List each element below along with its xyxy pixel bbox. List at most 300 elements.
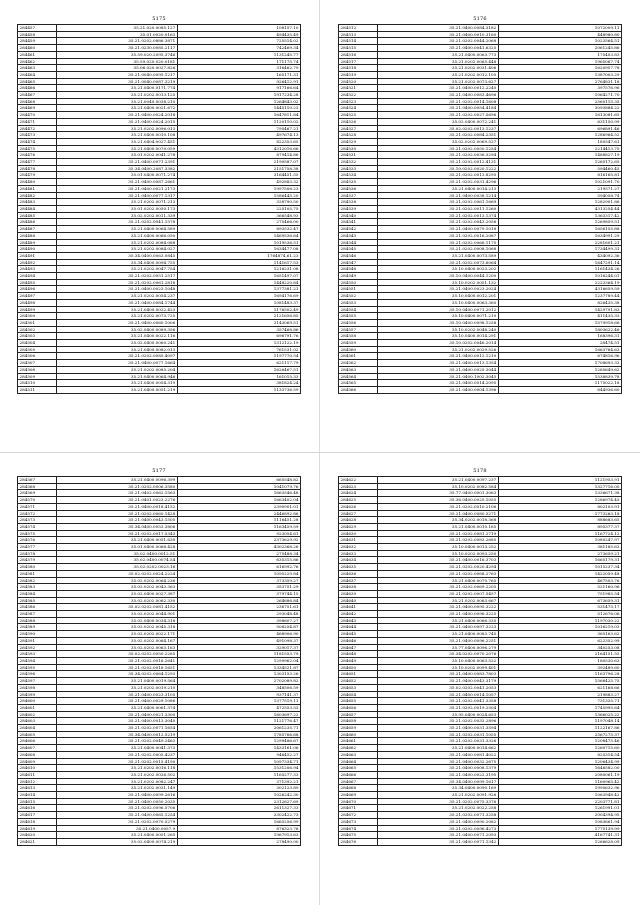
amount-cell: 926412.91	[177, 78, 300, 85]
table-row	[18, 778, 301, 785]
code-cell: 35.02.0202.0064.167	[57, 637, 178, 644]
record-id-cell: 284635	[339, 564, 378, 571]
code-cell: 35.21.0400.0064.589	[57, 226, 178, 233]
code-cell: 35.36.0400.0025.1055	[378, 497, 499, 504]
table-row	[339, 299, 622, 306]
code-cell: 35.21.0202.0051.2517	[57, 273, 178, 280]
amount-cell: 168396.31	[498, 333, 621, 340]
amount-cell: 1165277.33	[177, 771, 300, 778]
record-id-cell: 284661	[339, 738, 378, 745]
record-id-cell: 284589	[18, 624, 57, 631]
amount-cell: 329017.37	[177, 644, 300, 651]
table-row	[339, 758, 622, 765]
amount-cell: 1566425.75	[498, 678, 621, 685]
amount-cell: 2164151.55	[498, 651, 621, 658]
table-row	[18, 832, 301, 839]
code-cell: 35.21.0202.0061.1669	[378, 199, 499, 206]
record-id-cell: 284470	[18, 112, 57, 119]
record-id-cell: 284511	[18, 386, 57, 393]
amount-cell: 278490.00	[177, 838, 300, 845]
amount-cell: 761531.02	[177, 346, 300, 353]
record-id-cell: 284622	[339, 477, 378, 484]
code-cell: 35.02.0202.0024.2224	[57, 570, 178, 577]
record-id-cell: 284564	[339, 373, 378, 380]
code-cell: 35.02.0400.0074.54	[57, 557, 178, 564]
record-id-cell: 284471	[18, 118, 57, 125]
table-row	[18, 517, 301, 524]
code-cell: 35.21.0400.0082.013	[57, 346, 178, 353]
amount-cell: 826435.38	[498, 299, 621, 306]
record-id-cell: 284652	[339, 678, 378, 685]
code-cell: 35.21.0400.0097.237	[378, 477, 499, 484]
record-id-cell: 284537	[339, 192, 378, 199]
code-cell: 35.21.0400.0025.3044	[378, 366, 499, 373]
record-id-cell: 284457	[18, 25, 57, 32]
table-row	[18, 577, 301, 584]
code-cell: 35.21.0040.0038.210	[57, 98, 178, 105]
record-id-cell: 284660	[339, 731, 378, 738]
code-cell: 35.34.0202.0070.2076	[378, 651, 499, 658]
amount-cell: 512676.06	[498, 611, 621, 618]
code-cell: 35.02.0400.0072.241	[378, 118, 499, 125]
amount-cell: 1646582.00	[498, 765, 621, 772]
amount-cell: 531475.17	[498, 604, 621, 611]
table-row	[18, 657, 301, 664]
amount-cell: 472553.53	[177, 704, 300, 711]
code-cell: 35.21.0202.0013.1374	[378, 212, 499, 219]
record-id-cell: 284625	[339, 497, 378, 504]
amount-cell: 665548.82	[177, 477, 300, 484]
code-cell: 35.21.0202.0073.6064	[378, 259, 499, 266]
page-panel	[338, 0, 622, 452]
amount-cell: 816165.81	[498, 172, 621, 179]
table-row	[18, 590, 301, 597]
amount-cell: 1041079.76	[177, 483, 300, 490]
amount-cell: 497674.13	[177, 132, 300, 139]
code-cell: 35.21.0400.0050.2035	[57, 798, 178, 805]
record-id-cell: 284556	[339, 319, 378, 326]
code-cell: 35.10.0400.0098.1258	[378, 319, 499, 326]
code-cell: 35.21.0400.0084.1744	[57, 299, 178, 306]
code-cell: 35.21.0202.0011.1260	[378, 205, 499, 212]
table-row	[339, 246, 622, 253]
table-row	[18, 785, 301, 792]
record-id-cell: 284584	[18, 590, 57, 597]
amount-cell: 3093884.22	[498, 105, 621, 112]
table-row	[339, 657, 622, 664]
record-id-cell: 284628	[339, 517, 378, 524]
record-id-cell: 284554	[339, 306, 378, 313]
code-cell: 35.34.0400.0094.755	[57, 259, 178, 266]
record-id-cell: 284672	[339, 812, 378, 819]
amount-cell: 879414.86	[177, 152, 300, 159]
record-id-cell: 284559	[339, 340, 378, 347]
amount-cell: 275466.00	[177, 219, 300, 226]
amount-cell: 373359.27	[177, 577, 300, 584]
amount-cell: 1448220.84	[177, 279, 300, 286]
record-id-cell: 284591	[18, 637, 57, 644]
record-id-cell: 284530	[339, 145, 378, 152]
code-cell: 35.21.0202.0068.2763	[378, 570, 499, 577]
table-row	[18, 366, 301, 373]
record-id-cell: 284518	[339, 65, 378, 72]
code-cell: 35.21.0202.0073.725	[57, 313, 178, 320]
code-cell: 35.21.0400.0063.773	[378, 51, 499, 58]
amount-cell: 725514.02	[177, 38, 300, 45]
amount-cell: 1266628.09	[498, 838, 621, 845]
amount-cell: 171175.74	[177, 58, 300, 65]
record-id-cell: 284619	[18, 825, 57, 832]
table-row	[339, 805, 622, 812]
table-row	[339, 45, 622, 52]
table-row	[339, 617, 622, 624]
code-cell: 35.21.0202.0031.149	[57, 785, 178, 792]
amount-cell: 696891.46	[498, 125, 621, 132]
amount-cell: 275488.34	[177, 550, 300, 557]
code-cell: 35.21.0202.0015.4190	[57, 758, 178, 765]
table-row	[339, 159, 622, 166]
code-cell: 35.59.020.2095.3746	[57, 51, 178, 58]
record-id-cell: 284563	[339, 366, 378, 373]
table-row	[339, 825, 622, 832]
code-cell: 35.21.0400.0081.4022	[378, 751, 499, 758]
record-id-cell: 284508	[18, 366, 57, 373]
code-cell: 35.02.0202.0050.2285	[57, 651, 178, 658]
amount-cell: 1133736.59	[177, 386, 300, 393]
table-row	[18, 698, 301, 705]
amount-cell: 1237789.44	[498, 293, 621, 300]
record-id-cell: 284639	[339, 590, 378, 597]
record-id-cell: 284557	[339, 326, 378, 333]
table-row	[339, 483, 622, 490]
table-row	[339, 252, 622, 259]
amount-cell: 1261991.01	[498, 805, 621, 812]
table-row	[339, 691, 622, 698]
code-cell: 35.21.0202.0036.3294	[378, 152, 499, 159]
amount-cell: 1377381.21	[177, 286, 300, 293]
amount-cell: 434092.36	[498, 252, 621, 259]
table-row	[339, 366, 622, 373]
amount-cell: 1538839.78	[498, 373, 621, 380]
code-cell: 35.21.0400.0171.774	[57, 85, 178, 92]
code-cell: 35.21.0202.0069.2205	[378, 584, 499, 591]
amount-cell: 1734499.31	[498, 246, 621, 253]
table-row	[339, 517, 622, 524]
amount-cell: 1095229.84	[177, 570, 300, 577]
code-cell: 35.10.0400.0063.360	[378, 299, 499, 306]
record-id-cell: 284510	[18, 380, 57, 387]
record-id-cell: 284636	[339, 570, 378, 577]
code-cell: 35.06.020.0027.826	[57, 65, 178, 72]
code-cell: 35.10.0400.0014.291	[378, 333, 499, 340]
record-id-cell: 284586	[18, 604, 57, 611]
record-id-cell: 284548	[339, 266, 378, 273]
record-id-cell: 284676	[339, 838, 378, 845]
record-id-cell: 284673	[339, 818, 378, 825]
code-cell: 35.21.0040.0087.3219	[57, 78, 178, 85]
table-row	[18, 812, 301, 819]
amount-cell: 4316659.59	[498, 286, 621, 293]
code-cell: 35.21.0400.0041.373	[57, 745, 178, 752]
record-id-cell: 284532	[339, 159, 378, 166]
record-id-cell: 284615	[18, 798, 57, 805]
record-id-cell: 284653	[339, 684, 378, 691]
amount-cell: 1161434.26	[498, 266, 621, 273]
table-row	[18, 279, 301, 286]
amount-cell: 1445110.23	[177, 105, 300, 112]
code-cell: 35.21.0400.0060.1006	[57, 319, 178, 326]
record-id-cell: 284525	[339, 112, 378, 119]
record-id-cell: 284521	[339, 85, 378, 92]
record-id-cell: 284670	[339, 798, 378, 805]
table-row	[339, 765, 622, 772]
record-id-cell: 284659	[339, 725, 378, 732]
code-cell: 35.01.0400.0068.428	[57, 544, 178, 551]
record-id-cell: 284517	[339, 58, 378, 65]
code-cell: 35.21.0202.0049.2463	[57, 738, 178, 745]
record-id-cell: 284477	[18, 159, 57, 166]
amount-cell: 448980.80	[498, 31, 621, 38]
table-row	[339, 31, 622, 38]
record-id-cell: 284674	[339, 825, 378, 832]
code-cell: 35.21.0400.0043.1505	[57, 517, 178, 524]
table-row	[18, 152, 301, 159]
code-cell: 35.01.0400.0071.274	[57, 172, 178, 179]
amount-cell: 731335.71	[498, 698, 621, 705]
table-row	[339, 266, 622, 273]
code-cell: 35.02.0400.0034.318	[57, 617, 178, 624]
code-cell: 35.21.0202.0085.204	[57, 366, 178, 373]
table-row	[18, 58, 301, 65]
amount-cell: 673659.31	[498, 597, 621, 604]
code-cell: 35.21.0400.0099.2616	[57, 792, 178, 799]
table-row	[339, 725, 622, 732]
code-cell: 35.21.0400.0012.2240	[378, 85, 499, 92]
table-row	[18, 346, 301, 353]
table-row	[18, 798, 301, 805]
table-row	[18, 286, 301, 293]
record-id-cell: 284637	[339, 577, 378, 584]
record-id-cell: 284459	[18, 38, 57, 45]
code-cell: 35.01.0202.0041.278	[57, 152, 178, 159]
amount-cell: 1377519.11	[177, 698, 300, 705]
table-row	[18, 483, 301, 490]
code-cell: 35.34.0400.0063.0845	[57, 252, 178, 259]
record-id-cell: 284611	[18, 771, 57, 778]
amount-cell: 1803622.46	[498, 326, 621, 333]
amount-cell: 1163796.28	[498, 671, 621, 678]
code-cell: 35.21.0202.0071.213	[57, 199, 178, 206]
record-id-cell: 284562	[339, 360, 378, 367]
table-row	[18, 637, 301, 644]
code-cell: 35.10.0202.0046.2014	[378, 340, 499, 347]
amount-cell: 1995632.96	[498, 785, 621, 792]
code-cell: 35.21.0202.0012.105	[378, 71, 499, 78]
record-id-cell: 284500	[18, 313, 57, 320]
amount-cell: 371392.21	[177, 778, 300, 785]
table-row	[339, 185, 622, 192]
code-cell: 35.77.0400.0096.279	[378, 644, 499, 651]
record-id-cell: 284561	[339, 353, 378, 360]
table-row	[18, 617, 301, 624]
amount-cell: 1626467.51	[177, 366, 300, 373]
amount-cell: 161015.33	[177, 373, 300, 380]
table-row	[18, 664, 301, 671]
amount-cell: 1663546.48	[177, 490, 300, 497]
code-cell: 35.02.0202.0023.16	[57, 564, 178, 571]
page-number: 5175	[152, 16, 166, 22]
amount-cell: 1647291.14	[498, 259, 621, 266]
amount-cell: 2446892.86	[177, 510, 300, 517]
code-cell: 35.21.0202.0016.118	[57, 765, 178, 772]
table-row	[18, 105, 301, 112]
table-row	[18, 266, 301, 273]
code-cell: 35.21.0202.0096.5706	[57, 805, 178, 812]
table-row	[339, 577, 622, 584]
record-id-cell: 284578	[18, 550, 57, 557]
amount-cell: 4312016.66	[177, 145, 300, 152]
table-row	[339, 92, 622, 99]
table-row	[339, 838, 622, 845]
amount-cell: 1265172.65	[498, 159, 621, 166]
code-cell: 35.21.0400.0083.4696	[378, 92, 499, 99]
amount-cell: 508254.87	[177, 624, 300, 631]
record-id-cell: 284577	[18, 544, 57, 551]
code-cell: 35.21.0202.0085.4097	[57, 353, 178, 360]
amount-cell: 494435.49	[177, 31, 300, 38]
table-row	[339, 386, 622, 393]
code-cell: 35.21.0202.0016.1651	[57, 664, 178, 671]
amount-cell: 1120110.02	[177, 118, 300, 125]
table-row	[18, 564, 301, 571]
code-cell: 35.21.0400.0096.399	[57, 477, 178, 484]
table-row	[339, 58, 622, 65]
code-cell: 35.21.0400.0065.1254	[57, 812, 178, 819]
record-id-cell: 284483	[18, 199, 57, 206]
code-cell: 35.21.0400.0010.3160	[378, 31, 499, 38]
amount-cell: 236751.61	[177, 604, 300, 611]
code-cell: 35.21.0400.0073.589	[378, 252, 499, 259]
record-id-cell: 284668	[339, 785, 378, 792]
amount-cell: 2390901.01	[177, 503, 300, 510]
table-row	[18, 159, 301, 166]
amount-cell: 635315.86	[177, 557, 300, 564]
code-cell: 35.21.0202.0005.4237	[57, 751, 178, 758]
record-id-cell: 284599	[18, 691, 57, 698]
record-id-cell: 284645	[339, 631, 378, 638]
amount-cell: 2214413.75	[498, 145, 621, 152]
record-id-cell: 284633	[339, 550, 378, 557]
table-row	[339, 570, 622, 577]
amount-cell: 397576.96	[498, 85, 621, 92]
table-row	[339, 306, 622, 313]
record-id-cell: 284544	[339, 239, 378, 246]
record-id-cell: 284612	[18, 778, 57, 785]
code-cell: 35.21.0400.0054.4184	[378, 105, 499, 112]
table-row	[339, 118, 622, 125]
amount-cell: 302123.89	[177, 785, 300, 792]
amount-cell: 2312627.69	[177, 798, 300, 805]
record-id-cell: 284486	[18, 219, 57, 226]
amount-cell: 2061245.86	[498, 45, 621, 52]
amount-cell: 1917234.28	[177, 92, 300, 99]
code-cell: 35.21.0400.0061.374	[57, 704, 178, 711]
table-row	[339, 557, 622, 564]
record-id-cell: 284641	[339, 604, 378, 611]
table-row	[18, 313, 301, 320]
table-row	[18, 219, 301, 226]
record-id-cell: 284590	[18, 631, 57, 638]
table-row	[339, 664, 622, 671]
amount-cell: 1269859.51	[498, 219, 621, 226]
code-cell: 35.21.0400.0014.1057	[378, 691, 499, 698]
amount-cell: 1745995.64	[498, 704, 621, 711]
code-cell: 35.21.020.0085.127	[57, 25, 178, 32]
table-row	[339, 523, 622, 530]
table-row	[339, 346, 622, 353]
table-row	[18, 353, 301, 360]
record-id-cell: 284585	[18, 597, 57, 604]
record-id-cell: 284533	[339, 165, 378, 172]
code-cell: 35.34.0202.0018.368	[378, 517, 499, 524]
amount-cell: 2281601.21	[498, 239, 621, 246]
table-row	[339, 232, 622, 239]
table-row	[18, 326, 301, 333]
table-row	[18, 557, 301, 564]
table-row	[339, 326, 622, 333]
table-row	[18, 205, 301, 212]
amount-cell: 1785766.68	[177, 731, 300, 738]
code-cell: 35.21.0400.0024.2015	[57, 118, 178, 125]
record-id-cell: 284466	[18, 85, 57, 92]
record-id-cell: 284597	[18, 678, 57, 685]
code-cell: 35.21.0400.0079.1018	[378, 226, 499, 233]
table-row	[339, 333, 622, 340]
record-id-cell: 284547	[339, 259, 378, 266]
record-id-cell: 284662	[339, 745, 378, 752]
table-row	[18, 624, 301, 631]
table-row	[18, 273, 301, 280]
amount-cell: 917166.64	[177, 85, 300, 92]
record-id-cell: 284575	[18, 530, 57, 537]
code-cell: 35.21.0202.0027.5696	[378, 112, 499, 119]
table-row	[339, 644, 622, 651]
amount-cell: 165171.31	[177, 71, 300, 78]
code-cell: 35.21.0202.0044.2068	[378, 38, 499, 45]
code-cell: 35.02.0202.0044.901	[57, 611, 178, 618]
amount-cell: 742469.34	[177, 45, 300, 52]
table-row	[339, 380, 622, 387]
table-row	[339, 259, 622, 266]
amount-cell: 1122167.86	[498, 725, 621, 732]
table-row	[339, 738, 622, 745]
table-row	[18, 185, 301, 192]
amount-cell: 616992.76	[177, 564, 300, 571]
code-cell: 35.21.0202.0006.3580	[57, 483, 178, 490]
code-cell: 35.21.0202.0016.2087	[378, 232, 499, 239]
record-id-cell: 284606	[18, 738, 57, 745]
table-row	[339, 51, 622, 58]
code-cell: 35.21.0400.0016.3703	[378, 557, 499, 564]
code-cell: 35.21.0400.0010.108	[57, 132, 178, 139]
table-row	[18, 751, 301, 758]
amount-cell: 1613081.65	[498, 112, 621, 119]
record-id-cell: 284524	[339, 105, 378, 112]
table-row	[18, 631, 301, 638]
records-table	[17, 476, 301, 846]
amount-cell: 219883.27	[498, 691, 621, 698]
record-id-cell: 284655	[339, 698, 378, 705]
